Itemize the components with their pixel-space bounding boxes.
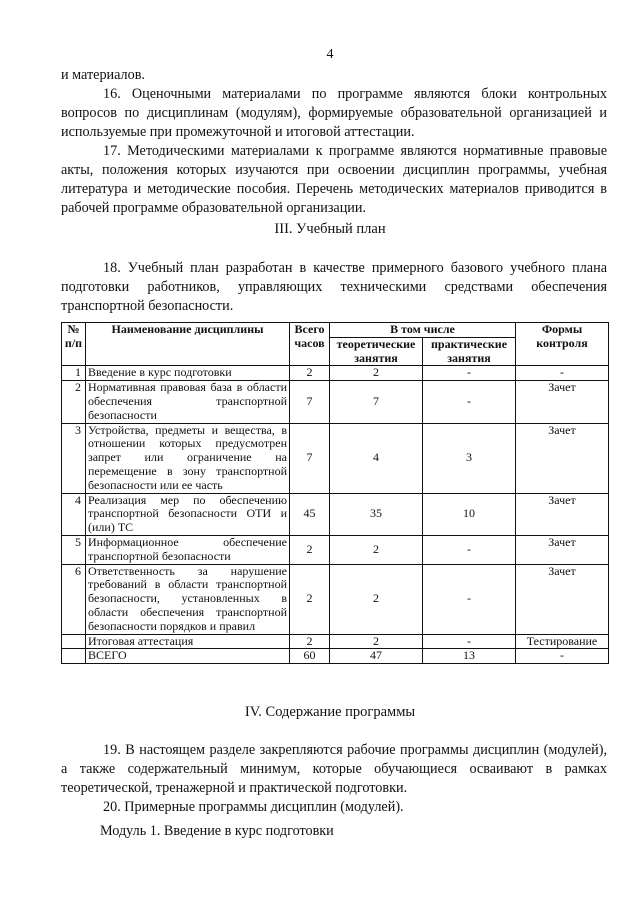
paragraph-17: 17. Методическими материалами к программе являются нормативные правовые акты, положения которых изучаются при освоении дисциплин программы, учебная литература и методические пособия. Перечень методических материалов приводится в рабочей программе образовательной организации. [61, 143, 607, 216]
row-theory: 2 [330, 564, 423, 634]
table-row-final-attestation [62, 634, 609, 649]
row-theory: 2 [330, 535, 423, 564]
header-forms: Формы контроля [516, 323, 609, 366]
table-header-row [62, 323, 609, 338]
row-name: Информационное обеспечение транспортной безопасности [86, 535, 290, 564]
row-name: Итоговая аттестация [86, 634, 290, 649]
row-name: Введение в курс подготовки [86, 366, 290, 381]
row-total: 7 [290, 381, 330, 423]
row-num: 5 [62, 535, 86, 564]
row-total: 7 [290, 423, 330, 493]
header-num: № п/п [62, 323, 86, 366]
row-form: Зачет [516, 535, 609, 564]
row-form: - [516, 649, 609, 664]
table-row [62, 493, 609, 535]
page-number: 4 [326, 47, 334, 62]
row-total: 2 [290, 366, 330, 381]
module-1-heading: Модуль 1. Введение в курс подготовки [100, 823, 334, 839]
row-total: 60 [290, 649, 330, 664]
row-practice: 10 [423, 493, 516, 535]
row-num [62, 649, 86, 664]
table-row [62, 423, 609, 493]
row-form: Зачет [516, 564, 609, 634]
row-total: 2 [290, 564, 330, 634]
row-practice: 13 [423, 649, 516, 664]
row-total: 2 [290, 634, 330, 649]
section-heading-3: III. Учебный план [274, 221, 386, 237]
row-practice: - [423, 564, 516, 634]
row-num: 1 [62, 366, 86, 381]
row-num: 3 [62, 423, 86, 493]
header-incl: В том числе [330, 323, 516, 338]
table-row-total [62, 649, 609, 664]
row-practice: - [423, 634, 516, 649]
row-practice: - [423, 381, 516, 423]
row-form: Зачет [516, 423, 609, 493]
header-practice: практические занятия [423, 337, 516, 366]
header-name: Наименование дисциплины [86, 323, 290, 366]
row-name: ВСЕГО [86, 649, 290, 664]
row-theory: 35 [330, 493, 423, 535]
row-num: 2 [62, 381, 86, 423]
row-theory: 2 [330, 366, 423, 381]
paragraph-20: 20. Примерные программы дисциплин (модулей). [103, 799, 404, 815]
row-name: Ответственность за нарушение требований в области транспортной безопасности, установленных в области обеспечения транспортной безопасности порядков и правил [86, 564, 290, 634]
row-theory: 47 [330, 649, 423, 664]
header-total: Всего часов [290, 323, 330, 366]
row-num: 4 [62, 493, 86, 535]
row-practice: - [423, 535, 516, 564]
row-theory: 2 [330, 634, 423, 649]
header-theory: теоретические занятия [330, 337, 423, 366]
row-name: Нормативная правовая база в области обеспечения транспортной безопасности [86, 381, 290, 423]
row-total: 45 [290, 493, 330, 535]
table-row [62, 564, 609, 634]
row-theory: 4 [330, 423, 423, 493]
row-theory: 7 [330, 381, 423, 423]
row-num [62, 634, 86, 649]
table-row [62, 535, 609, 564]
paragraph-16: 16. Оценочными материалами по программе являются блоки контрольных вопросов по дисциплинам (модулям), формируемые образовательной организацией и используемые при промежуточной и итоговой аттестации. [61, 86, 607, 140]
table-row [62, 366, 609, 381]
row-practice: - [423, 366, 516, 381]
curriculum-table [61, 322, 609, 664]
table-row [62, 381, 609, 423]
paragraph-15-end: и материалов. [61, 67, 145, 83]
row-form: Зачет [516, 381, 609, 423]
paragraph-18: 18. Учебный план разработан в качестве примерного базового учебного плана подготовки работников, управляющих техническими средствами обеспечения транспортной безопасности. [61, 260, 607, 314]
row-practice: 3 [423, 423, 516, 493]
paragraph-19: 19. В настоящем разделе закрепляются рабочие программы дисциплин (модулей), а также содержательный минимум, которые обучающиеся осваивают в рамках теоретической, тренажерной и практической подготовки. [61, 742, 607, 796]
row-form: Тестирование [516, 634, 609, 649]
row-form: - [516, 366, 609, 381]
row-num: 6 [62, 564, 86, 634]
row-total: 2 [290, 535, 330, 564]
row-name: Реализация мер по обеспечению транспортной безопасности ОТИ и (или) ТС [86, 493, 290, 535]
row-name: Устройства, предметы и вещества, в отношении которых предусмотрен запрет или ограничение на перемещение в зону транспортной безопасности или ее часть [86, 423, 290, 493]
row-form: Зачет [516, 493, 609, 535]
section-heading-4: IV. Содержание программы [244, 704, 416, 720]
